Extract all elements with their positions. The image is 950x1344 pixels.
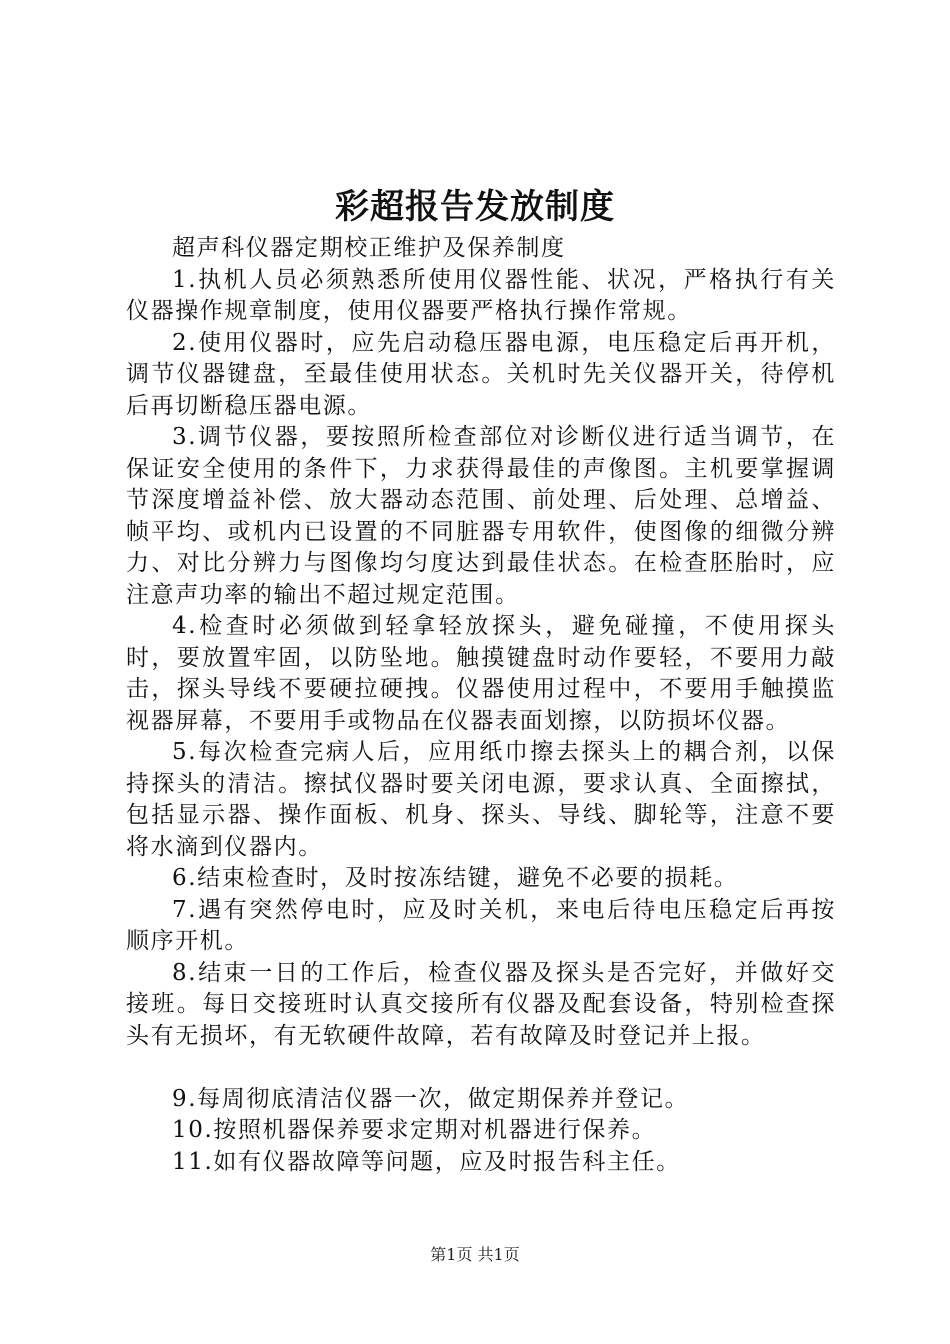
paragraph-2: 2.使用仪器时，应先启动稳压器电源，电压稳定后再开机，调节仪器键盘，至最佳使用状态。关机时先关仪器开关，待停机后再切断稳压器电源。 bbox=[126, 329, 836, 419]
paragraph-5: 5.每次检查完病人后，应用纸巾擦去探头上的耦合剂，以保持探头的清洁。擦拭仪器时要关闭电源，要求认真、全面擦拭，包括显示器、操作面板、机身、探头、导线、脚轮等，注意不要将水滴到仪器内。 bbox=[126, 739, 836, 860]
paragraph-8: 8.结束一日的工作后，检查仪器及探头是否完好，并做好交接班。每日交接班时认真交接所有仪器及配套设备，特别检查探头有无损坏，有无软硬件故障，若有故障及时登记并上报。 bbox=[126, 959, 836, 1049]
paragraph-gap bbox=[126, 1052, 836, 1084]
paragraph-7: 7.遇有突然停电时，应及时关机，来电后待电压稳定后再按顺序开机。 bbox=[126, 896, 836, 954]
paragraph-6: 6.结束检查时，及时按冻结键，避免不必要的损耗。 bbox=[172, 865, 739, 891]
paragraph-4: 4.检查时必须做到轻拿轻放探头，避免碰撞，不使用探头时，要放置牢固，以防坠地。触摸键盘时动作要轻，不要用力敲击，探头导线不要硬拉硬拽。仪器使用过程中，不要用手触摸监视器屏幕，不要用手或物品在仪器表面划擦，以防损坏仪器。 bbox=[126, 613, 836, 734]
document-subtitle: 超声科仪器定期校正维护及保养制度 bbox=[172, 235, 566, 261]
paragraph-3: 3.调节仪器，要按照所检查部位对诊断仪进行适当调节，在保证安全使用的条件下，力求获得最佳的声像图。主机要掌握调节深度增益补偿、放大器动态范围、前处理、后处理、总增益、帧平均、或机内已设置的不同脏器专用软件，使图像的细微分辨力、对比分辨力与图像均匀度达到最佳状态。在检查胚胎时，应注意声功率的输出不超过规定范围。 bbox=[126, 424, 836, 608]
paragraph-9: 9.每周彻底清洁仪器一次，做定期保养并登记。 bbox=[172, 1085, 690, 1112]
paragraph-1: 1.执机人员必须熟悉所使用仪器性能、状况，严格执行有关仪器操作规章制度，使用仪器要严格执行操作常规。 bbox=[126, 266, 836, 324]
page-number-footer: 第1页 共1页 bbox=[430, 1245, 520, 1264]
document-body bbox=[126, 233, 836, 1178]
document-title: 彩超报告发放制度 bbox=[335, 187, 615, 227]
paragraph-11: 11.如有仪器故障等问题，应及时报告科主任。 bbox=[172, 1148, 681, 1175]
paragraph-10: 10.按照机器保养要求定期对机器进行保养。 bbox=[172, 1117, 657, 1143]
